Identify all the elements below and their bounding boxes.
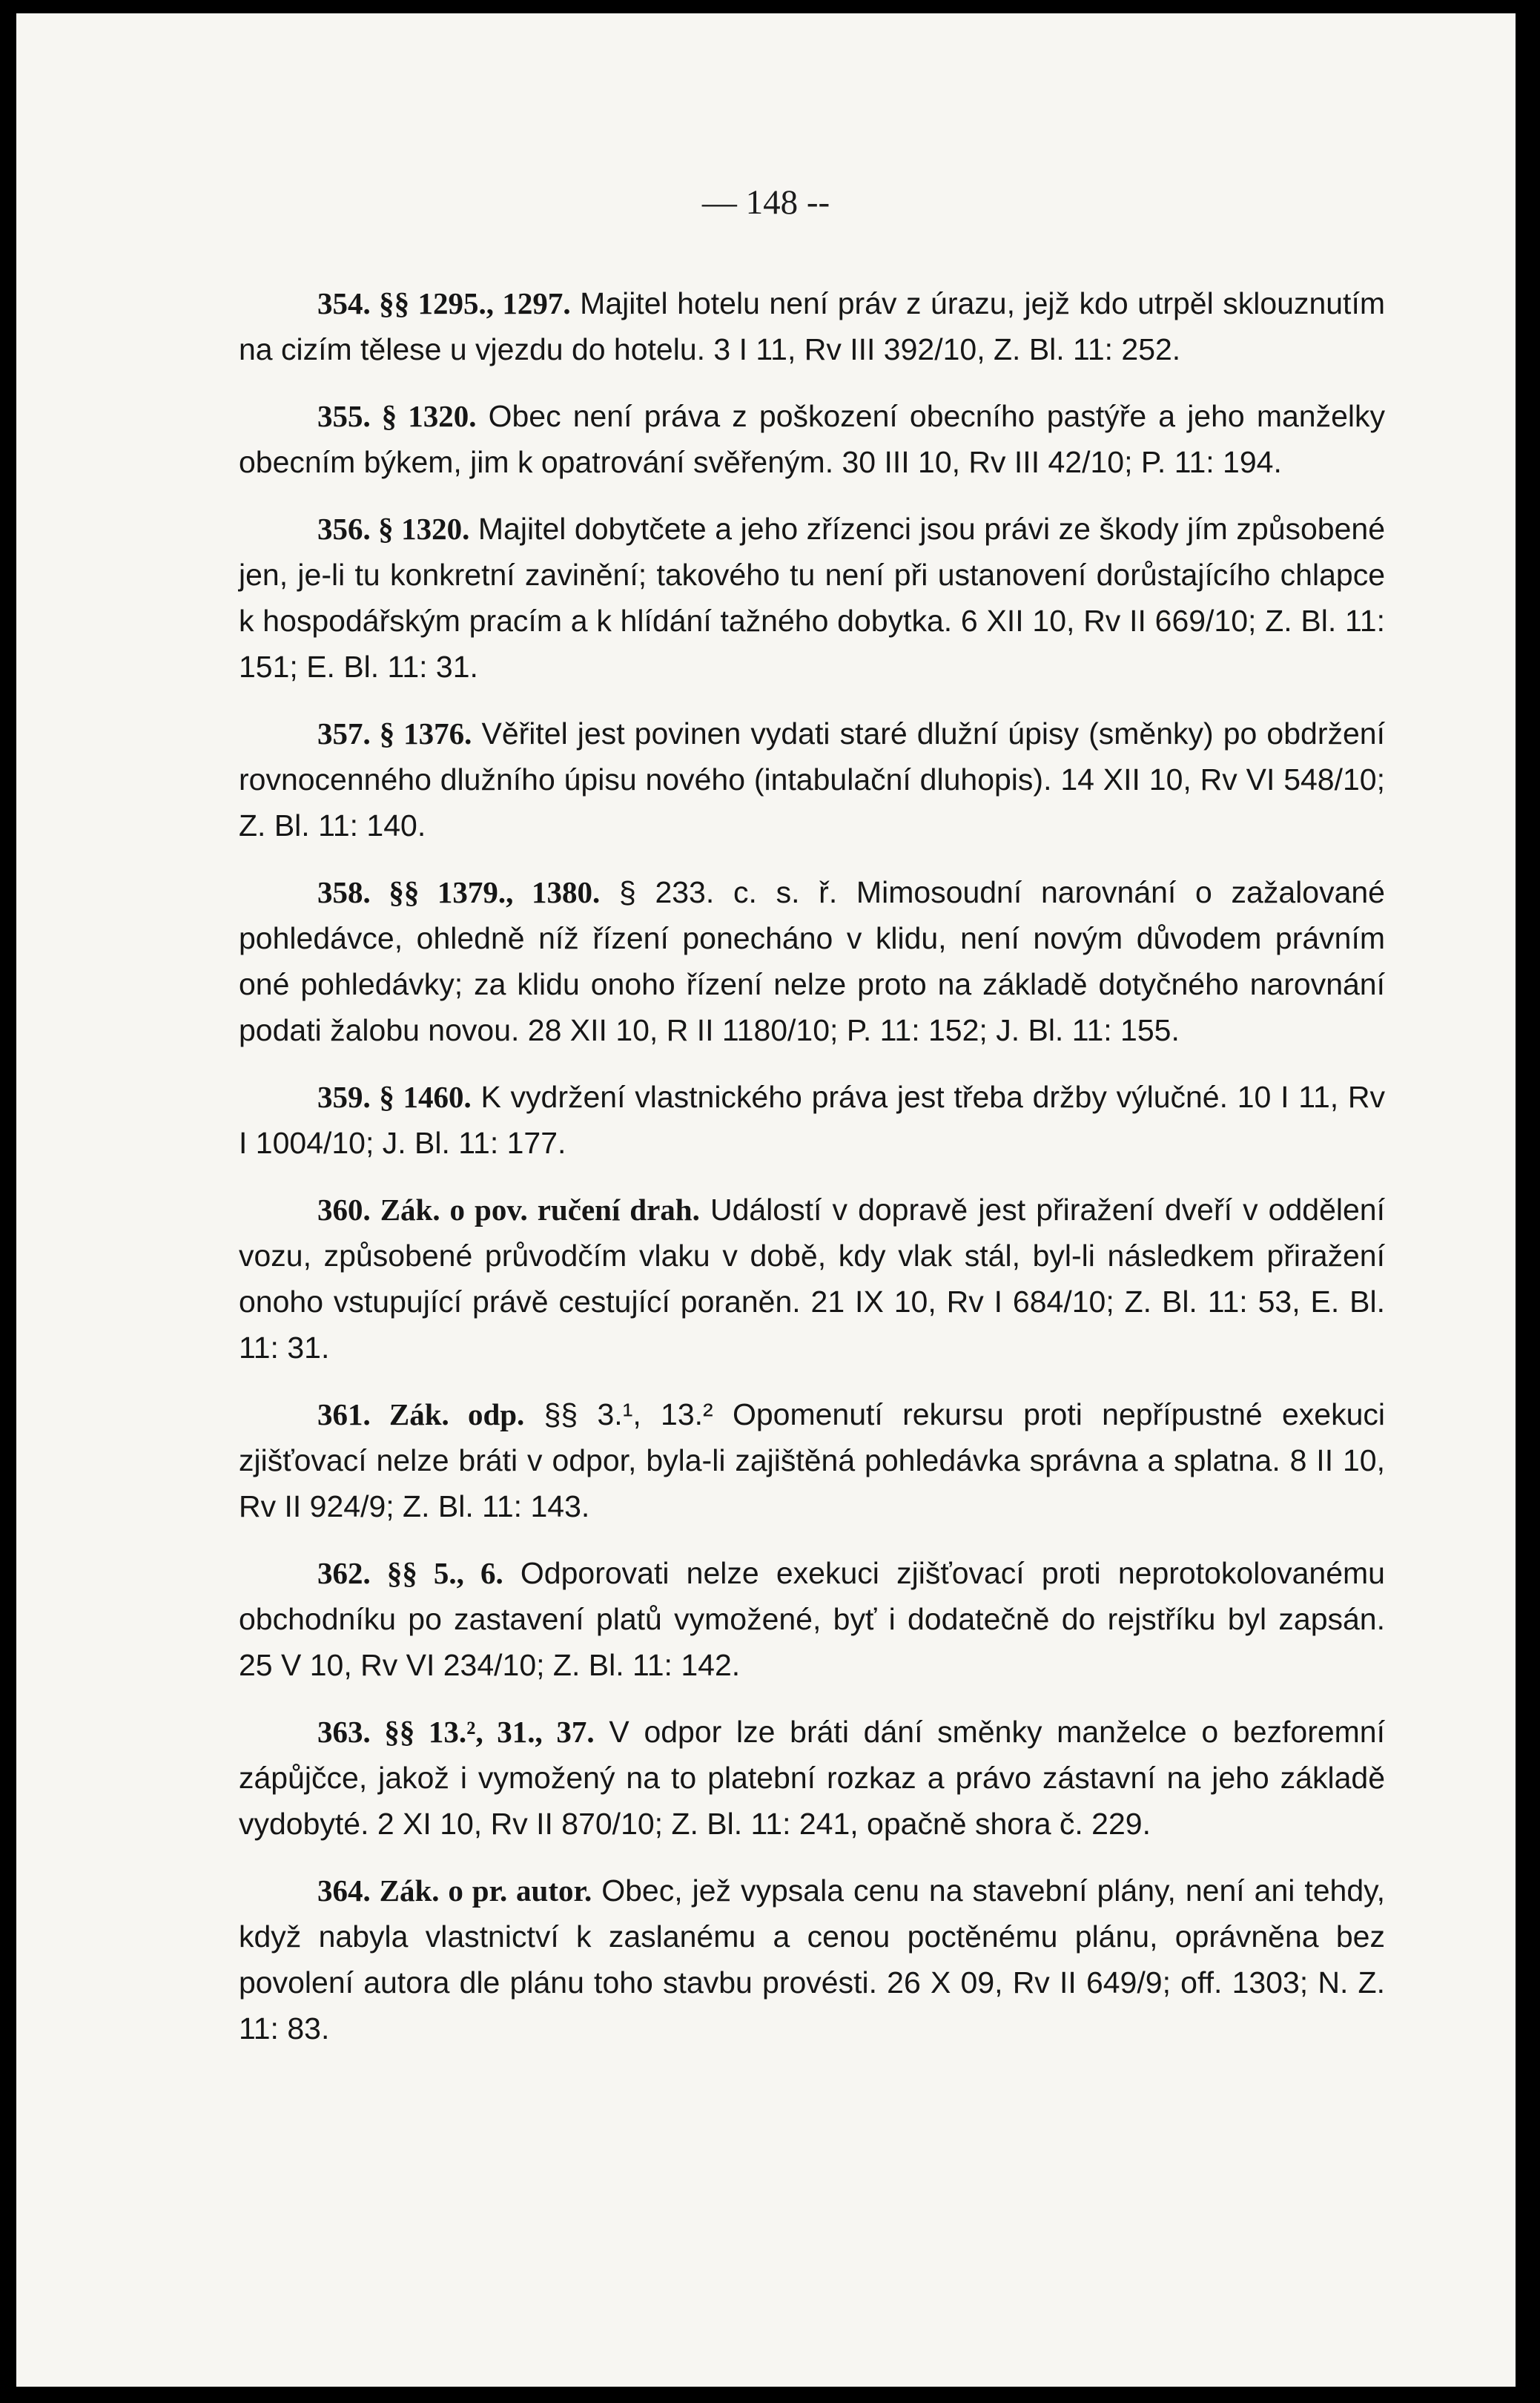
entry-reference: 361. Zák. odp. xyxy=(317,1397,525,1431)
page-text xyxy=(239,280,1385,2072)
entry-358 xyxy=(239,869,1385,1053)
entry-reference: 363. §§ 13.², 31., 37. xyxy=(317,1715,595,1749)
entry-354 xyxy=(239,280,1385,372)
entry-362 xyxy=(239,1550,1385,1688)
entry-text: Majitel hotelu není práv z úrazu, jejž kdo utrpěl sklouznutím na cizím tělese u vjezdu do hotelu. 3 I 11, Rv III 392/10, Z. Bl. 11: 252. xyxy=(239,286,1385,366)
entry-357 xyxy=(239,711,1385,848)
entry-text: Obec není práva z poškození obecního pastýře a jeho manželky obecním býkem, jim k opatrování svěřeným. 30 III 10, Rv III 42/10; P. 11: 194. xyxy=(239,399,1386,479)
entry-text: §§ 3.¹, 13.² Opomenutí rekursu proti nepřípustné exekuci zjišťovací nelze bráti v odpor, byla-li zajištěná pohledávka správna a splatna. 8 II 10, Rv II 924/9; Z. Bl. 11: 143. xyxy=(239,1397,1385,1523)
entry-reference: 362. §§ 5., 6. xyxy=(317,1556,503,1590)
page-number: — 148 -- xyxy=(701,183,830,222)
entry-355 xyxy=(239,393,1385,485)
entry-text: Odporovati nelze exekuci zjišťovací proti neprotokolovanému obchodníku po zastavení platů vymožené, byť i dodatečně do rejstříku byl zapsán. 25 V 10, Rv VI 234/10; Z. Bl. 11: 142. xyxy=(239,1556,1385,1682)
entry-reference: 355. § 1320. xyxy=(317,399,477,433)
entry-360 xyxy=(239,1187,1385,1371)
entry-reference: 356. § 1320. xyxy=(317,512,470,546)
entry-text: Událostí v dopravě jest přiražení dveří v oddělení vozu, způsobené průvodčím vlaku v době, kdy vlak stál, byl-li následkem přiražení onoho vstupující právě cestující poraněn. 21 IX 10, Rv I 684/10; Z. Bl. 11: 53, E. Bl. 11: 31. xyxy=(239,1193,1385,1365)
entry-text: Věřitel jest povinen vydati staré dlužní úpisy (směnky) po obdržení rovnocenného dlužního úpisu nového (intabulační dluhopis). 14 XII 10, Rv VI 548/10; Z. Bl. 11: 140. xyxy=(239,716,1385,843)
book-page xyxy=(16,13,1516,2387)
entry-reference: 358. §§ 1379., 1380. xyxy=(317,875,601,909)
entry-361 xyxy=(239,1391,1385,1529)
entry-reference: 357. § 1376. xyxy=(317,716,472,751)
entry-356 xyxy=(239,506,1385,690)
entry-359 xyxy=(239,1074,1385,1166)
entry-text: Majitel dobytčete a jeho zřízenci jsou právi ze škody jím způsobené jen, je-li tu konkretní zavinění; takového tu není při ustanovení dorůstajícího chlapce k hospodářským pracím a k hlídání tažného dobytka. 6 XII 10, Rv II 669/10; Z. Bl. 11: 151; E. Bl. 11: 31. xyxy=(239,512,1386,684)
entry-text: V odpor lze bráti dání směnky manželce o bezforemní zápůjčce, jakož i vymožený na to platební rozkaz a právo zástavní na jeho základě vydobyté. 2 XI 10, Rv II 870/10; Z. Bl. 11: 241, opačně shora č. 229. xyxy=(239,1715,1385,1841)
entry-reference: 359. § 1460. xyxy=(317,1080,472,1114)
entry-text: K vydržení vlastnického práva jest třeba držby výlučné. 10 I 11, Rv I 1004/10; J. Bl. 11: 177. xyxy=(239,1080,1386,1160)
entry-reference: 364. Zák. o pr. autor. xyxy=(317,1873,592,1908)
entry-364 xyxy=(239,1868,1385,2051)
entry-text: § 233. c. s. ř. Mimosoudní narovnání o zažalované pohledávce, ohledně níž řízení ponecháno v klidu, není novým důvodem právním oné pohledávky; za klidu onoho řízení nelze proto na základě dotyčného narovnání podati žalobu novou. 28 XII 10, R II 1180/10; P. 11: 152; J. Bl. 11: 155. xyxy=(239,875,1385,1047)
entry-reference: 360. Zák. o pov. ručení drah. xyxy=(317,1193,700,1227)
entry-363 xyxy=(239,1709,1385,1847)
entry-reference: 354. §§ 1295., 1297. xyxy=(317,286,571,320)
entry-text: Obec, jež vypsala cenu na stavební plány, není ani tehdy, když nabyla vlastnictví k zaslanému a cenou poctěnému plánu, oprávněna bez povolení autora dle plánu toho stavbu provésti. 26 X 09, Rv II 649/9; off. 1303; N. Z. 11: 83. xyxy=(239,1873,1385,2046)
